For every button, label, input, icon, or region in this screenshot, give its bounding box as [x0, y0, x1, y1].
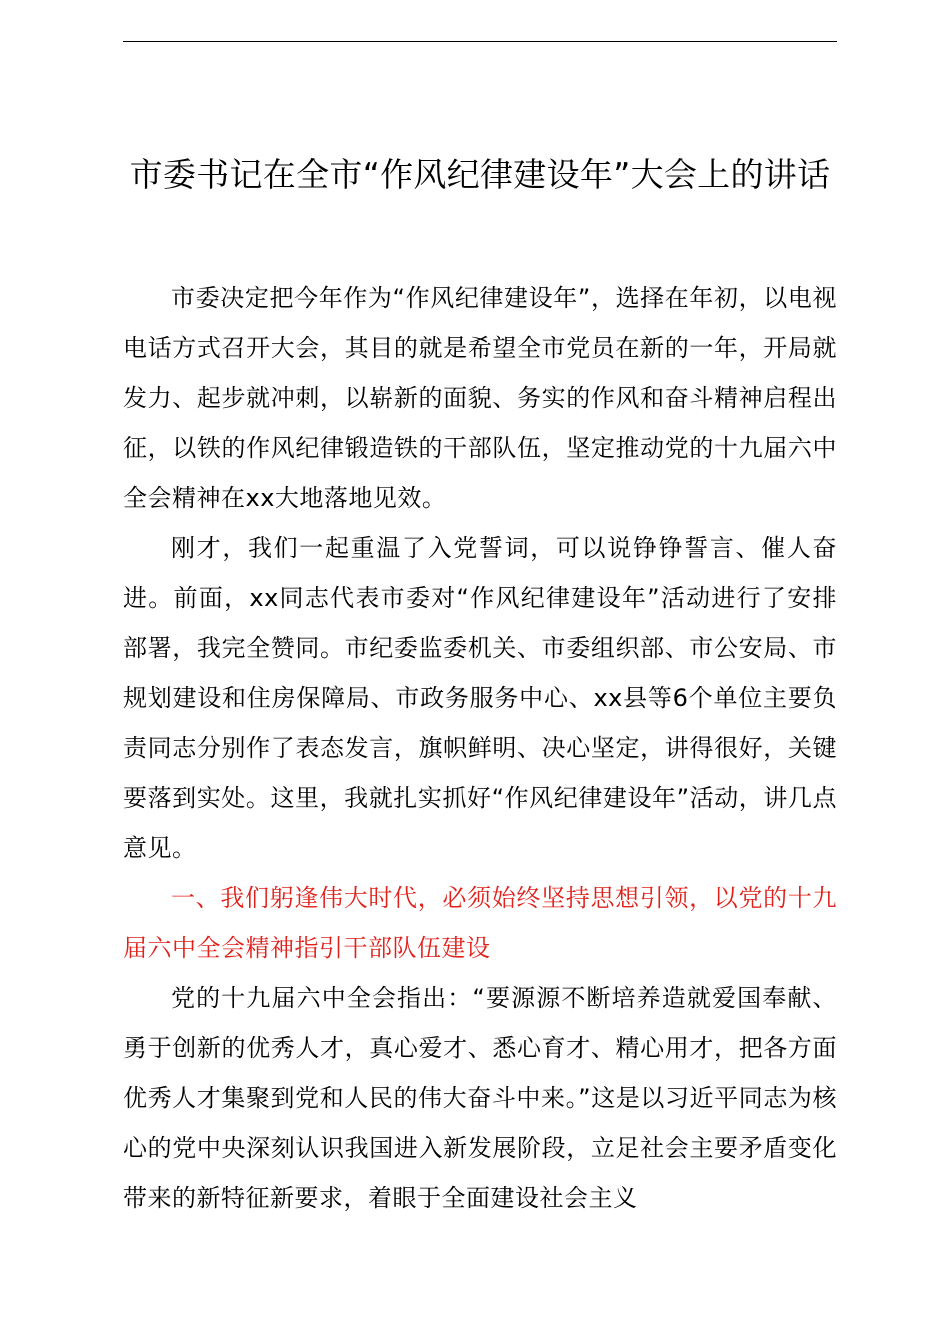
section-heading-1: 一、我们躬逢伟大时代，必须始终坚持思想引领，以党的十九届六中全会精神指引干部队伍建设	[123, 884, 837, 962]
document-body	[123, 273, 837, 1223]
paragraph-section-1: 党的十九届六中全会指出：“要源源不断培养造就爱国奉献、勇于创新的优秀人才，真心爱才、悉心育才、精心用才，把各方面优秀人才集聚到党和人民的伟大奋斗中来。”这是以习近平同志为核心的党中央深刻认识我国进入新发展阶段，立足社会主要矛盾变化带来的新特征新要求，着眼于全面建设社会主义	[123, 984, 837, 1212]
paragraph-review: 刚才，我们一起重温了入党誓词，可以说铮铮誓言、催人奋进。前面，xx同志代表市委对“作风纪律建设年”活动进行了安排部署，我完全赞同。市纪委监委机关、市委组织部、市公安局、市规划建设和住房保障局、市政务服务中心、xx县等6个单位主要负责同志分别作了表态发言，旗帜鲜明、决心坚定，讲得很好，关键要落到实处。这里，我就扎实抓好“作风纪律建设年”活动，讲几点意见。	[123, 534, 837, 862]
document-title: 市委书记在全市“作风纪律建设年”大会上的讲话	[129, 155, 831, 194]
header-rule	[123, 41, 837, 42]
paragraph-intro: 市委决定把今年作为“作风纪律建设年”，选择在年初，以电视电话方式召开大会，其目的就是希望全市党员在新的一年，开局就发力、起步就冲刺，以崭新的面貌、务实的作风和奋斗精神启程出征，以铁的作风纪律锻造铁的干部队伍，坚定推动党的十九届六中全会精神在xx大地落地见效。	[123, 284, 837, 512]
